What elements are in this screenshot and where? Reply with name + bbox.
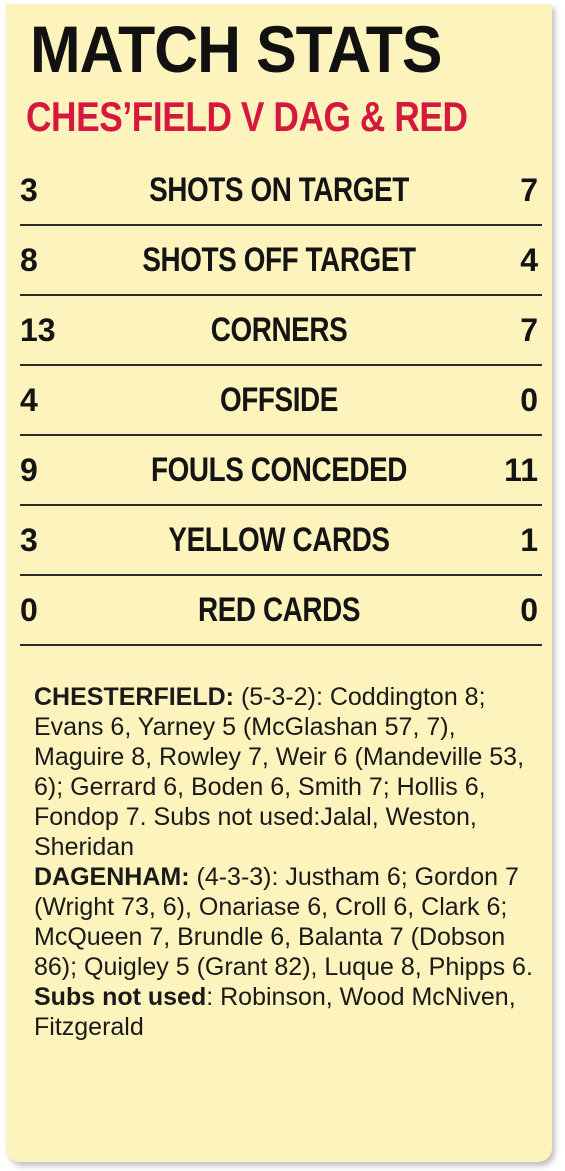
stat-row (20, 366, 542, 436)
stat-label: OFFSIDE (220, 380, 338, 419)
away-lineup (34, 862, 536, 1042)
stat-row (20, 506, 542, 576)
stat-row (20, 226, 542, 296)
home-value: 8 (20, 241, 38, 278)
away-subs-label: Subs not used (34, 983, 207, 1011)
stat-row (20, 436, 542, 506)
away-value: 0 (520, 381, 538, 418)
page-title: MATCH STATS (30, 12, 442, 86)
stat-label: FOULS CONCEDED (150, 450, 408, 489)
stats-table (20, 156, 542, 646)
away-lineup-text: (4-3-3): Justham 6; Gordon 7 (Wright 73, 6), Onariase 6, Croll 6, Clark 6; McQueen 7, Brundle 6, Balanta 7 (Dobson 86); Quigley 5 (Grant 82), Luque 8, Phipps 6. (34, 863, 533, 981)
home-value: 3 (20, 171, 38, 208)
stat-label: CORNERS (210, 310, 348, 349)
away-team-name: DAGENHAM: (34, 863, 190, 891)
match-stats-panel (6, 4, 552, 1162)
away-value: 7 (520, 311, 538, 348)
match-subtitle: CHES’FIELD V DAG & RED (26, 93, 468, 140)
stat-row (20, 296, 542, 366)
lineups-section (20, 682, 542, 1042)
away-value: 7 (520, 171, 538, 208)
home-lineup-text: (5-3-2): Coddington 8; Evans 6, Yarney 5 (McGlashan 57, 7), Maguire 8, Rowley 7, Weir 6 (Mandeville 53, 6); Gerrard 6, Boden 6, Smith 7; Hollis 6, Fondop 7. Subs not used:Jalal, Weston, Sheridan (34, 683, 525, 861)
home-team-name: CHESTERFIELD: (34, 683, 234, 711)
away-value: 0 (520, 591, 538, 628)
stat-label: SHOTS OFF TARGET (142, 240, 416, 279)
stat-row (20, 576, 542, 646)
home-value: 4 (20, 381, 38, 418)
stat-label: YELLOW CARDS (168, 520, 390, 559)
stat-label: RED CARDS (197, 590, 361, 629)
home-lineup (34, 682, 536, 862)
away-value: 1 (520, 521, 538, 558)
home-value: 0 (20, 591, 38, 628)
home-value: 3 (20, 521, 38, 558)
away-subs-text: : Robinson, Wood McNiven, Fitzgerald (34, 983, 516, 1041)
home-value: 9 (20, 451, 38, 488)
home-value: 13 (20, 311, 56, 348)
stat-label: SHOTS ON TARGET (149, 170, 409, 209)
stat-row (20, 156, 542, 226)
away-value: 11 (504, 451, 538, 488)
away-value: 4 (520, 241, 538, 278)
